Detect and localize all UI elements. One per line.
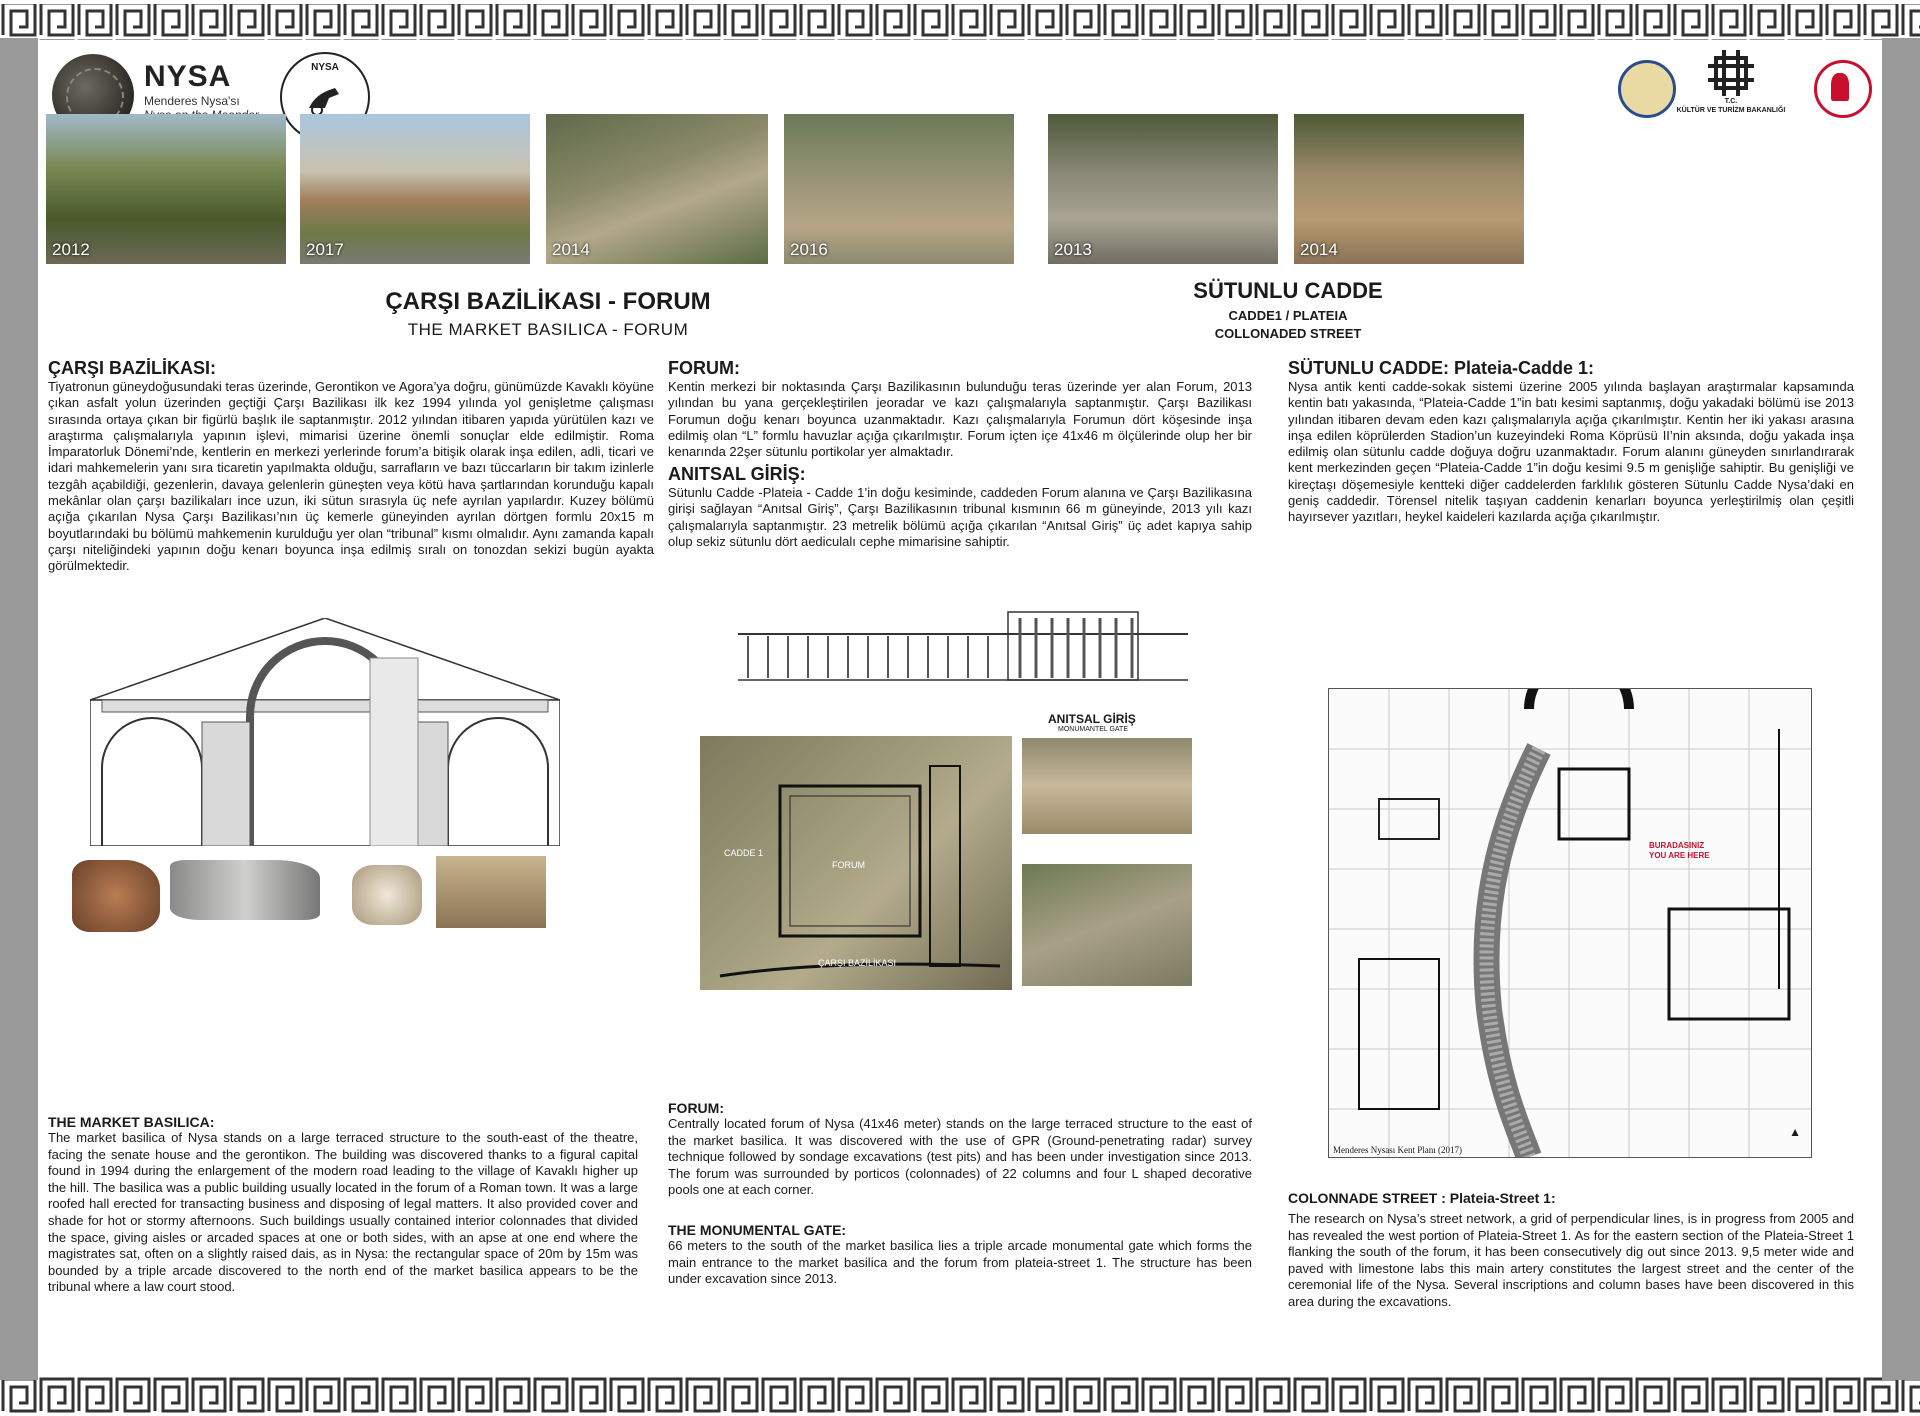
col3-body-tr: Nysa antik kenti cadde-sokak sistemi üzerine 2005 yılında başlayan araştırmalar kapsamında kentin batı yakasında, “Plateia-Cadde 1”in batı kesimi saptanmış, doğu yakadaki bölümü ise 2013 yılından itibaren devam eden kazı çalışmalarıyla açığa çıkarılmıştır. Kentin her iki yakası arasına inşa edilen köprülerden Stadion’un kuzeyindeki Roma Köprüsü II’nin aksında, doğu yakada inşa edilmiş olan sütunlu cadde doğuya doğru uzanmaktadır. Forum alanını güneyden sınırlandırarak kent merkezinden geçen “Plateia-Cadde 1”in doğu kesimi 9.5 m genişliğe sahiptir. Bu genişliği ve kireçtaşı döşemesiyle kentteki diğer caddelerden farklılık gösteren Sütunlu Cadde Nysa’daki en geniş caddedir. Törensel nitelik taşıyan caddenin kenarları boyunca yerleştirilmiş olan çeşitli hayırsever yazıtları, heykel kaideleri kazılarda açığa çıkarılmıştır. <box>1288 379 1854 525</box>
photo-year: 2014 <box>1300 240 1338 259</box>
col2-heading2-tr: ANITSAL GİRİŞ: <box>668 464 806 484</box>
ministry-line2: KÜLTÜR VE TURİZM BAKANLIĞI <box>1676 107 1786 114</box>
right-title-sub1: CADDE1 / PLATEIA <box>1228 308 1348 323</box>
city-plan-drawing <box>1329 689 1811 1157</box>
center-title-en: THE MARKET BASILICA - FORUM <box>407 320 689 339</box>
excavation-photo <box>436 856 546 928</box>
col2-heading1-en: FORUM: <box>668 1100 724 1116</box>
bottom-meander-border <box>0 1376 1920 1416</box>
col1-body-tr: Tiyatronun güneydoğusundaki teras üzerinde, Gerontikon ve Agora’ya doğru, günümüzde Kavaklı köyüne çıkan asfalt yolun üzerinden geçtiği Çarşı Bazilikası ilk kez 1994 yılında yol genişletme çalışması sırasında ortaya çıkan bir figürlü başlık ile saptanmıştır. 2012 yılından itibaren yapıda yürütülen kazı ve araştırma çalışmalarıyla yapının işlevi, mimarisi üzerine önemli sonuçlar elde edilmiştir. Roma İmparatorluk Dönemi’nde, kentlerin en merkezi yerlerinde forum’a bitişik olarak inşa edilen, adli, ticari ve idari mahkemelerin yanı sıra ticaretin yapılmakta olduğu, sarrafların ve bazı tüccarların bir takım izinlerle tezgâh açabildiği, gezenlerin, davaya gelenlerin güneşten veya kötü hava şartlarından korunduğu kapalı mekânlar olan çarşı bazilikaları ince uzun, iki sütun sırasıyla üç nefe ayrılan yapılardır. Kuzey bölümü açığa çıkarılan Nysa Çarşı Bazilikası’nın üç kemerle güneyinden ayrılan dörtgen formlu 20x15 m boyutlarındaki bu bölümü mahkemenin kurulduğu yer olan “tribunal” kısmı olmalıdır. Aynı zamanda kapalı çarşı niteliğindeki yapının doğu kenarı boyunca inşa edilmiş sıralı on tonozdan sekizi bugün ayakta görülmektedir. <box>48 379 654 574</box>
figural-capital-photo <box>72 860 160 932</box>
seal-text: NYSA <box>311 62 339 73</box>
photo-year: 2016 <box>790 240 828 259</box>
col2-body1-en: Centrally located forum of Nysa (41x46 meter) stands on the large terraced structure to the east of the market basilica. It was discovered with the use of GPR (Ground-penetrating radar) survey technique followed by sondage excavations (test pits) and has been under investigation since 2013. The forum was surrounded by porticos (colonnades) of 22 columns and four L shaped decorative pools one at each corner. <box>668 1116 1252 1198</box>
col1-heading-en: THE MARKET BASILICA: <box>48 1114 215 1130</box>
col2-body1-tr: Kentin merkezi bir noktasında Çarşı Bazilikasının bulunduğu teras üzerinde yer alan Forum, 2013 yılından bu yana gerçekleştirilen jeoradar ve kazı çalışmalarıyla saptanmıştır. Çarşı Bazilikası Forumun doğu kenarı boyunca uzanmaktadır. Kazı çalışmalarıyla Forumun dört köşesinde inşa edilmiş olan “L” formlu havuzlar açığa çıkarılmıştır. Forum içten içe 41x46 m ölçülerinde olup her bir kenarında 22şer sütunlu portikolar yer almaktadır. <box>668 379 1252 460</box>
plan-forum-label: FORUM <box>832 860 865 870</box>
map-caption: Menderes Nysası Kent Planı (2017) <box>1333 1145 1462 1155</box>
ministry-line1: T.C. <box>1724 98 1738 105</box>
association-logo <box>1814 60 1872 118</box>
col3-body-en: The research on Nysa’s street network, a grid of perpendicular lines, is in progress from 2005 and has revealed the west portion of Plateia-Street 1. As for the eastern section of the Plateia-Street 1 flanking the south of the forum, it has been consecutively dig out since 2013. 9,5 meter wide and paved with limestone labs this main artery constitutes the largest street and the center of the ceremonial life of the Nysa. Several inscriptions and column bases have been discovered in this area during the excavations. <box>1288 1211 1854 1309</box>
photo-2013-street <box>1048 114 1278 264</box>
col2-body2-en: 66 meters to the south of the market basilica lies a triple arcade monumental gate which forms the main entrance to the market basilica and the forum from plateia-street 1. The structure has been under excavation since 2013. <box>668 1238 1252 1287</box>
institution-logos <box>1612 50 1872 130</box>
basilica-elevation-drawing <box>90 618 560 846</box>
col2-body2-tr: Sütunlu Cadde -Plateia - Cadde 1’in doğu kesiminde, caddeden Forum alanına ve Çarşı Bazilikasına girişi sağlayan “Anıtsal Giriş”, Çarşı Bazilikasının tribunal kısmının 66 m güneyinde, 2013 yılı kazı çalışmalarıyla saptanmıştır. 23 metrelik bölümü açığa çıkarılan “Anıtsal Giriş” üç adet kapıya sahip olup sekiz sütunlu dört aediculalı cephe mimarisine sahiptir. <box>668 485 1252 549</box>
photo-2014-aerial <box>546 114 768 264</box>
street-excavation-photo <box>1022 864 1192 986</box>
map-here-tr: BURADASINIZ <box>1649 841 1705 850</box>
col3-heading-en: COLONNADE STREET : Plateia-Street 1: <box>1288 1190 1556 1206</box>
photo-2012 <box>46 114 286 264</box>
photo-2016 <box>784 114 1014 264</box>
brand <box>144 60 259 122</box>
left-frame <box>0 38 38 1380</box>
brand-tr: Menderes Nysa'sı <box>144 94 240 108</box>
poster-panel <box>38 40 1882 1376</box>
photo-year: 2013 <box>1054 240 1092 259</box>
gate-sublabel: MONUMANTEL GATE <box>1058 726 1129 733</box>
plan-basilica-label: ÇARŞI BAZİLİKASI <box>818 958 897 968</box>
col2-heading2-en: THE MONUMENTAL GATE: <box>668 1222 847 1238</box>
photo-2014-street <box>1294 114 1524 264</box>
forum-aerial-plan <box>700 736 1012 990</box>
col2-heading1-tr: FORUM: <box>668 358 740 378</box>
center-title-tr: ÇARŞI BAZİLİKASI - FORUM <box>385 288 711 315</box>
right-frame <box>1882 38 1920 1380</box>
col1-body-en: The market basilica of Nysa stands on a large terraced structure to the south-east of the theatre, facing the senate house and the gerontikon. The building was discovered thanks to a figural capital found in 1994 during the enlargement of the modern road leading to the village of Kavaklı higher up the hill. The basilica was a public building usually located in the forum of a Roman town. It was a large roofed hall erected for transacting business and disposing of legal matters. It also provided cover and shade for hot or stormy afternoons. Such buildings usually contained interior colonnades that divided the space, giving aisles or arcaded spaces at one or both sides, with an apse at one end where the magistrates sat, often on a slightly raised dais, as in Nysa: the rectangular space of 20m by 15m was bounded by a triple arcade discovered to the north end of the market basilica appears to be the tribunal where a law court stood. <box>48 1130 638 1295</box>
gate-label: ANITSAL GİRİŞ <box>1048 712 1136 726</box>
university-logo <box>1618 60 1676 118</box>
ministry-knot-icon <box>1708 50 1754 96</box>
photo-year: 2012 <box>52 240 90 259</box>
north-arrow-icon: ▲ <box>1789 1125 1801 1139</box>
marble-fragment-photo <box>352 865 422 925</box>
monumental-gate-drawing <box>738 600 1188 710</box>
plan-street-label: CADDE 1 <box>724 848 764 858</box>
photo-year: 2017 <box>306 240 344 259</box>
photo-year: 2014 <box>552 240 590 259</box>
gate-excavation-photo <box>1022 738 1192 834</box>
photo-2017 <box>300 114 530 264</box>
capital-fragment-photo <box>170 860 320 920</box>
col1-heading-tr: ÇARŞI BAZİLİKASI: <box>48 358 216 378</box>
chariot-icon <box>305 78 345 118</box>
right-title-tr: SÜTUNLU CADDE <box>1193 278 1383 303</box>
city-plan-map <box>1328 688 1812 1158</box>
meander-pattern <box>0 1376 1920 1416</box>
col3-heading-tr: SÜTUNLU CADDE: Plateia-Cadde 1: <box>1288 358 1595 378</box>
right-title-sub2: COLLONADED STREET <box>1214 326 1362 341</box>
brand-title: NYSA <box>144 60 232 93</box>
map-here-en: YOU ARE HERE <box>1649 851 1710 860</box>
